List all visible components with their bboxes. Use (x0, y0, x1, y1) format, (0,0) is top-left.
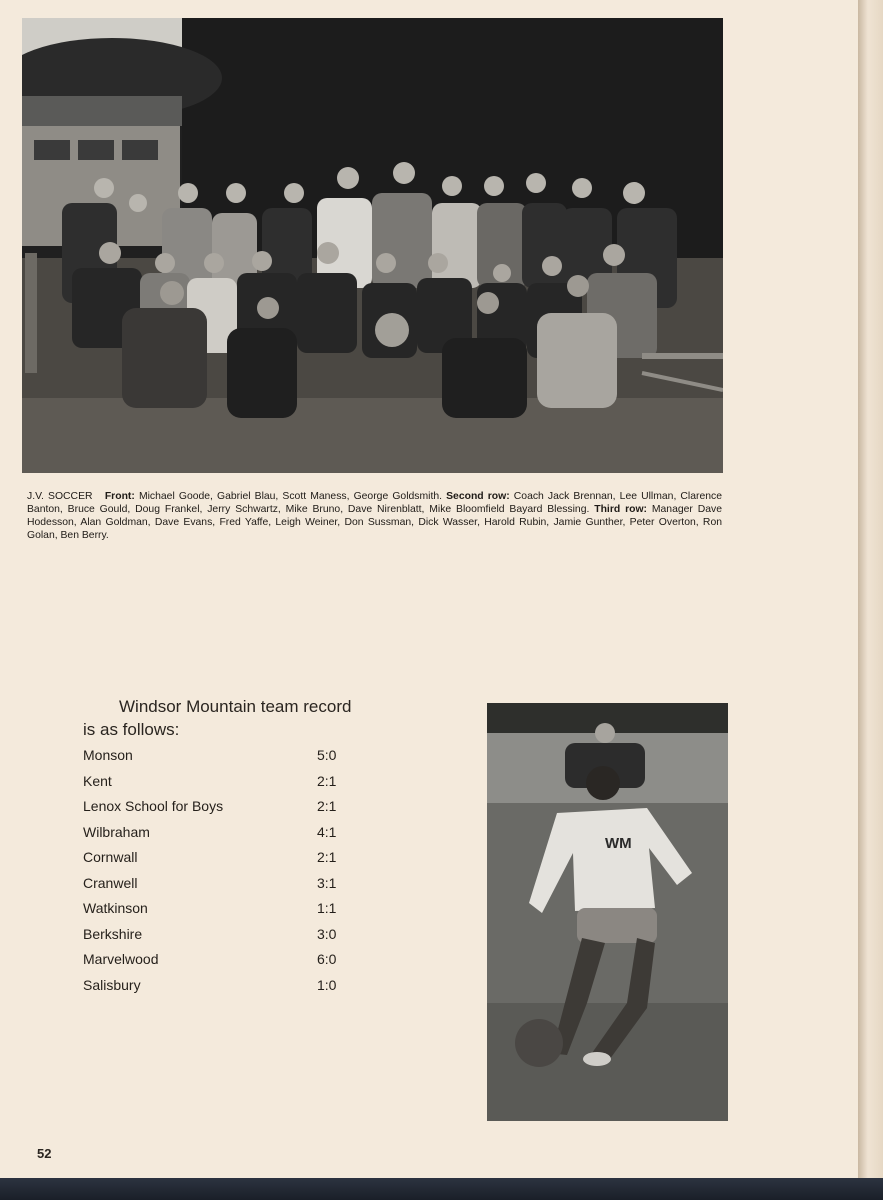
record-score: 2:1 (317, 849, 337, 865)
record-row (83, 849, 353, 875)
caption-second-label: Second row: (446, 491, 510, 502)
record-score: 1:0 (317, 976, 337, 993)
record-list (83, 747, 353, 1002)
record-opponent: Berkshire (83, 925, 143, 942)
record-row (83, 977, 353, 1003)
record-opponent: Watkinson (83, 900, 148, 916)
record-opponent: Lenox School for Boys (83, 798, 224, 814)
record-score: 3:0 (317, 925, 337, 942)
book-cover-edge (0, 1178, 883, 1200)
caption-front-names: Michael Goode, Gabriel Blau, Scott Maness, George Goldsmith. (138, 491, 442, 502)
record-score: 1:1 (317, 900, 337, 916)
caption-third-label: Third row: (594, 504, 647, 515)
record-row (83, 926, 353, 952)
record-opponent: Cornwall (83, 849, 138, 865)
record-opponent: Wilbraham (83, 823, 150, 840)
record-row (83, 875, 353, 901)
record-score: 4:1 (317, 823, 337, 840)
record-row (83, 798, 353, 824)
record-row (83, 824, 353, 850)
page-edge (858, 0, 883, 1180)
caption-title: J.V. SOCCER (27, 491, 93, 502)
record-row (83, 747, 353, 773)
record-score: 6:0 (317, 951, 337, 967)
page-number: 52 (37, 1146, 52, 1161)
team-record (83, 695, 353, 1002)
record-opponent: Salisbury (83, 976, 141, 993)
caption-second-names: Coach Jack Brennan, Lee Ullman, Clarence Banton, Bruce Gould, Doug Frankel, Jerry Schwartz, Mike Bruno, Dave Nirenblatt, Mike Bloomfield Bayard Blessing. (27, 491, 723, 515)
record-row (83, 951, 353, 977)
record-score: 3:1 (317, 874, 337, 891)
player-photo (487, 703, 728, 1121)
record-score: 2:1 (317, 798, 337, 814)
record-score: 2:1 (317, 772, 337, 789)
caption-front-label: Front: (104, 491, 135, 502)
record-opponent: Kent (83, 772, 112, 789)
jersey-letters: WM (605, 835, 632, 852)
record-intro: Windsor Mountain team record is as follows: (83, 697, 352, 739)
team-photo-caption (27, 490, 722, 542)
team-photo (22, 18, 723, 473)
record-score: 5:0 (317, 747, 337, 763)
record-opponent: Monson (83, 747, 133, 763)
record-opponent: Marvelwood (83, 951, 159, 967)
record-opponent: Cranwell (83, 874, 138, 891)
record-row (83, 900, 353, 926)
caption-third-names: Manager Dave Hodesson, Alan Goldman, Dave Evans, Fred Yaffe, Leigh Weiner, Don Sussman, Dick Wasser, Harold Rubin, Jamie Gunther, Peter Overton, Ron Golan, Ben Berry. (27, 504, 722, 541)
record-row (83, 773, 353, 799)
